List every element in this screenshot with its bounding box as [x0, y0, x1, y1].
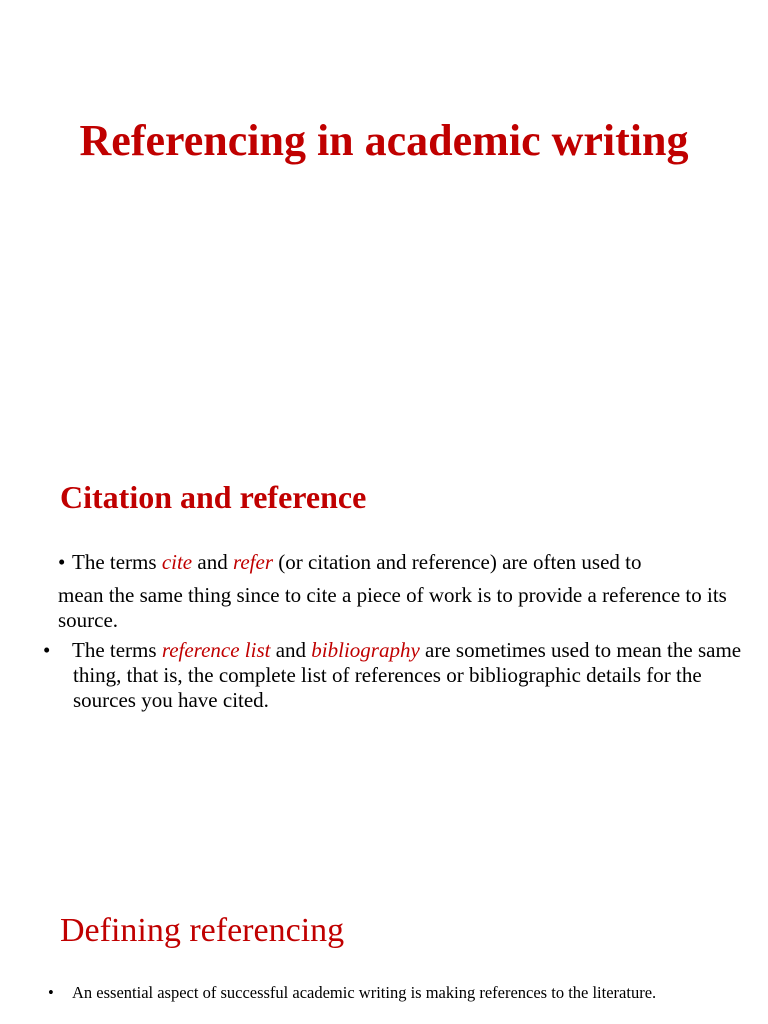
text-rest: are sometimes used to mean the same thing, that is, the complete list of references or bibliographic details for the sources you have cited. — [73, 638, 742, 712]
bullet-defining-referencing — [48, 983, 752, 1003]
bullet-marker: • — [48, 983, 54, 1002]
bullet-text: An essential aspect of successful academic writing is making references to the literature. — [72, 983, 657, 1002]
text-rest: (or citation and reference) are often used to — [278, 550, 642, 574]
slide-title: Referencing in academic writing — [79, 116, 689, 165]
bullet-citation-terms — [58, 550, 738, 575]
section-heading-defining: Defining referencing — [60, 912, 345, 949]
term-cite: cite — [161, 550, 193, 574]
bullet-reference-list-terms — [43, 638, 753, 713]
term-reference-list: reference list — [161, 638, 271, 662]
bullet-citation-continuation: mean the same thing since to cite a piece of work is to provide a reference to its source. — [58, 583, 727, 632]
term-bibliography: bibliography — [311, 638, 420, 662]
text-prefix: The terms — [72, 550, 157, 574]
bullet-marker: • — [58, 550, 66, 574]
text-and: and — [197, 550, 228, 574]
bullet-marker: • — [43, 638, 51, 662]
text-and: and — [275, 638, 307, 662]
text-prefix: The terms — [72, 638, 157, 662]
section-heading-citation: Citation and reference — [60, 479, 367, 515]
term-refer: refer — [232, 550, 273, 574]
